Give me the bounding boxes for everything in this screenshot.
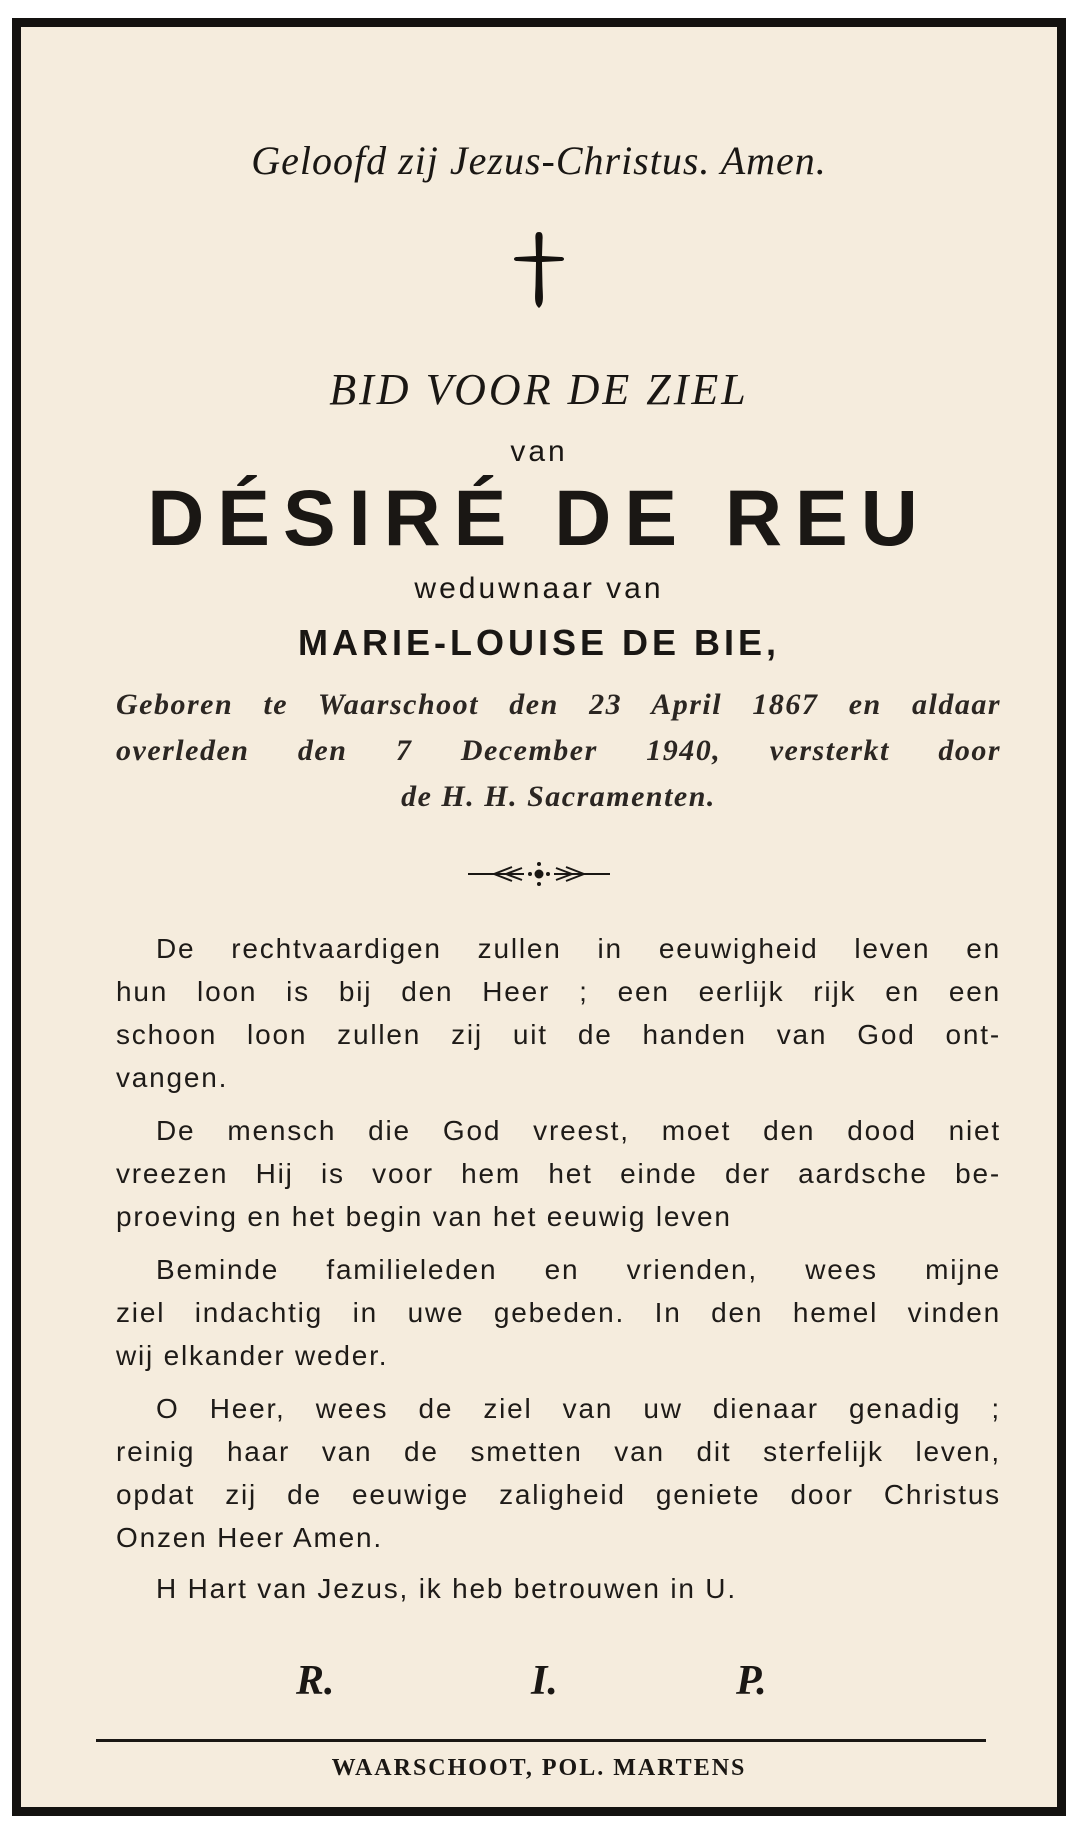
prayer-line: wij elkander weder. [116,1340,389,1371]
prayer-line: H Hart van Jezus, ik heb betrouwen in U. [156,1573,737,1604]
birth-line: overleden den 7 December 1940, versterkt door [116,734,1001,767]
prayer-paragraph [116,1567,1001,1610]
rip-letter: P. [736,1658,767,1704]
prayer-line: O Heer, wees de ziel van uw dienaar genadig ; [156,1393,1001,1424]
prayer-paragraph [116,1109,1001,1238]
birth-death-text [116,682,1001,820]
prayer-line: schoon loon zullen zij uit de handen van God ont- [116,1019,1001,1050]
van-label: van [510,435,568,468]
prayer-paragraph [116,1248,1001,1377]
prayer-line: reinig haar van de smetten van dit sterfelijk leven, [116,1436,1001,1467]
prayer-line: De mensch die God vreest, moet den dood niet [156,1115,1001,1146]
widower-label: weduwnaar van [414,572,664,605]
prayer-line: hun loon is bij den Heer ; een eerlijk rijk en een [116,976,1001,1007]
prayer-line: vangen. [116,1062,229,1093]
heading: BID VOOR DE ZIEL [329,365,749,414]
floral-ornament-icon [21,859,1057,894]
birth-line: de H. H. Sacramenten. [401,780,716,813]
prayer-line: vreezen Hij is voor hem het einde der aardsche be- [116,1158,1001,1189]
memorial-card [12,18,1066,1816]
prayer-line: ziel indachtig in uwe gebeden. In den hemel vinden [116,1297,1001,1328]
birth-line: Geboren te Waarschoot den 23 April 1867 en aldaar [116,688,1001,721]
prayer-line: De rechtvaardigen zullen in eeuwigheid leven en [156,933,1001,964]
prayer-paragraph [116,927,1001,1099]
rip-letter: I. [531,1658,558,1704]
prayer-paragraph [116,1387,1001,1559]
prayer-line: Onzen Heer Amen. [116,1522,383,1553]
deceased-name: DÉSIRÉ DE REU [147,473,931,562]
spouse-name: MARIE-LOUISE DE BIE, [297,622,781,663]
prayer-line: proeving en het begin van het eeuwig leven [116,1201,732,1232]
prayer-line: opdat zij de eeuwige zaligheid geniete door Christus [116,1479,1001,1510]
prayer-line: Beminde familieleden en vrienden, wees mijne [156,1254,1001,1285]
printer-credit: WAARSCHOOT, POL. MARTENS [331,1755,747,1781]
motto: Geloofd zij Jezus-Christus. Amen. [251,138,827,183]
rip-letter: R. [296,1658,335,1704]
divider [96,1739,986,1742]
cross-icon [21,230,1057,315]
